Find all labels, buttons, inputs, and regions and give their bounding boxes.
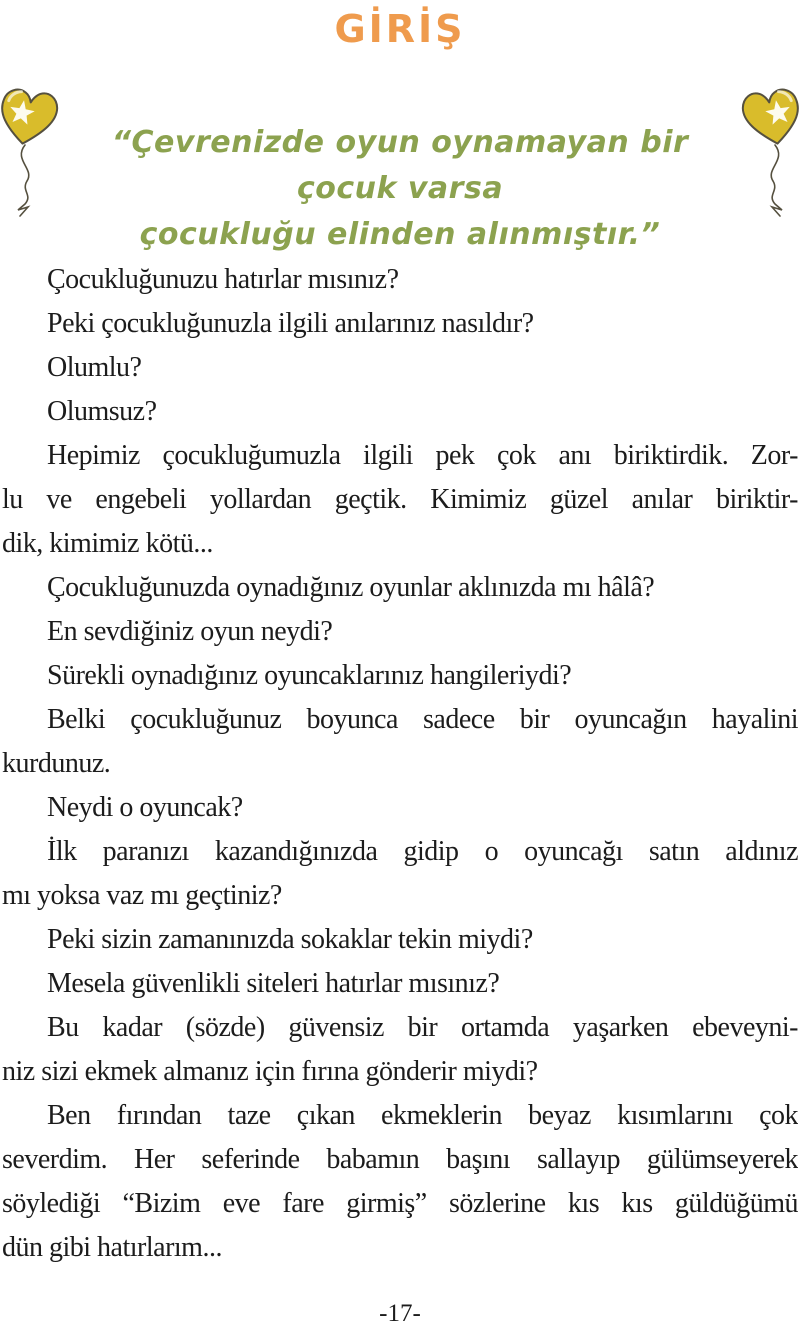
text-line: mı yoksa vaz mı geçtiniz? xyxy=(2,880,282,911)
heart-balloon-right-icon xyxy=(741,82,800,220)
heart-balloon-left-icon xyxy=(0,82,59,220)
text-line: Bu kadar (sözde) güvensiz bir ortamda yaşarken ebeveyni- xyxy=(47,1012,798,1043)
balloon-string xyxy=(18,145,29,216)
text-line: İlk paranızı kazandığınızda gidip o oyuncağı satın aldınız xyxy=(47,836,798,867)
text-line: En sevdiğiniz oyun neydi? xyxy=(47,616,333,647)
text-line: lu ve engebeli yollardan geçtik. Kimimiz güzel anılar biriktir- xyxy=(2,484,798,515)
epigraph-quote xyxy=(0,50,800,258)
balloon-string xyxy=(771,145,782,216)
quote-line: çocukluğu elinden alınmıştır.” xyxy=(139,217,661,252)
body-text xyxy=(0,258,800,1270)
text-line: Hepimiz çocukluğumuzla ilgili pek çok anı biriktirdik. Zor- xyxy=(47,440,798,471)
page-number: -17- xyxy=(379,1300,421,1327)
text-line: severdim. Her seferinde babamın başını sallayıp gülümseyerek xyxy=(2,1144,798,1175)
text-line: Neydi o oyuncak? xyxy=(47,792,243,823)
text-line: Çocukluğunuzda oynadığınız oyunlar aklınızda mı hâlâ? xyxy=(47,572,655,603)
heart-shape xyxy=(741,86,800,148)
page-title: GİRİŞ xyxy=(334,7,466,51)
quote-section xyxy=(0,50,800,252)
text-line: Peki çocukluğunuzla ilgili anılarınız nasıldır? xyxy=(47,308,534,339)
text-line: Olumsuz? xyxy=(47,396,157,427)
text-line: dik, kimimiz kötü... xyxy=(2,528,213,559)
text-line: söylediği “Bizim eve fare girmiş” sözlerine kıs kıs güldüğümü xyxy=(2,1188,798,1219)
text-line: Belki çocukluğunuz boyunca sadece bir oyuncağın hayalini xyxy=(47,704,798,735)
text-line: Olumlu? xyxy=(47,352,142,383)
text-line: kurdunuz. xyxy=(2,748,111,779)
text-line: Sürekli oynadığınız oyuncaklarınız hangileriydi? xyxy=(47,660,572,691)
text-line: Peki sizin zamanınızda sokaklar tekin miydi? xyxy=(47,924,533,955)
text-line: Ben fırından taze çıkan ekmeklerin beyaz kısımlarını çok xyxy=(47,1100,798,1131)
text-line: Mesela güvenlikli siteleri hatırlar mısınız? xyxy=(47,968,500,999)
heart-shape xyxy=(0,86,59,148)
text-line: Çocukluğunuzu hatırlar mısınız? xyxy=(47,264,399,295)
text-line: niz sizi ekmek almanız için fırına gönderir miydi? xyxy=(2,1056,538,1087)
quote-line: “Çevrenizde oyun oynamayan bir çocuk varsa xyxy=(111,125,689,206)
text-line: dün gibi hatırlarım... xyxy=(2,1232,222,1263)
